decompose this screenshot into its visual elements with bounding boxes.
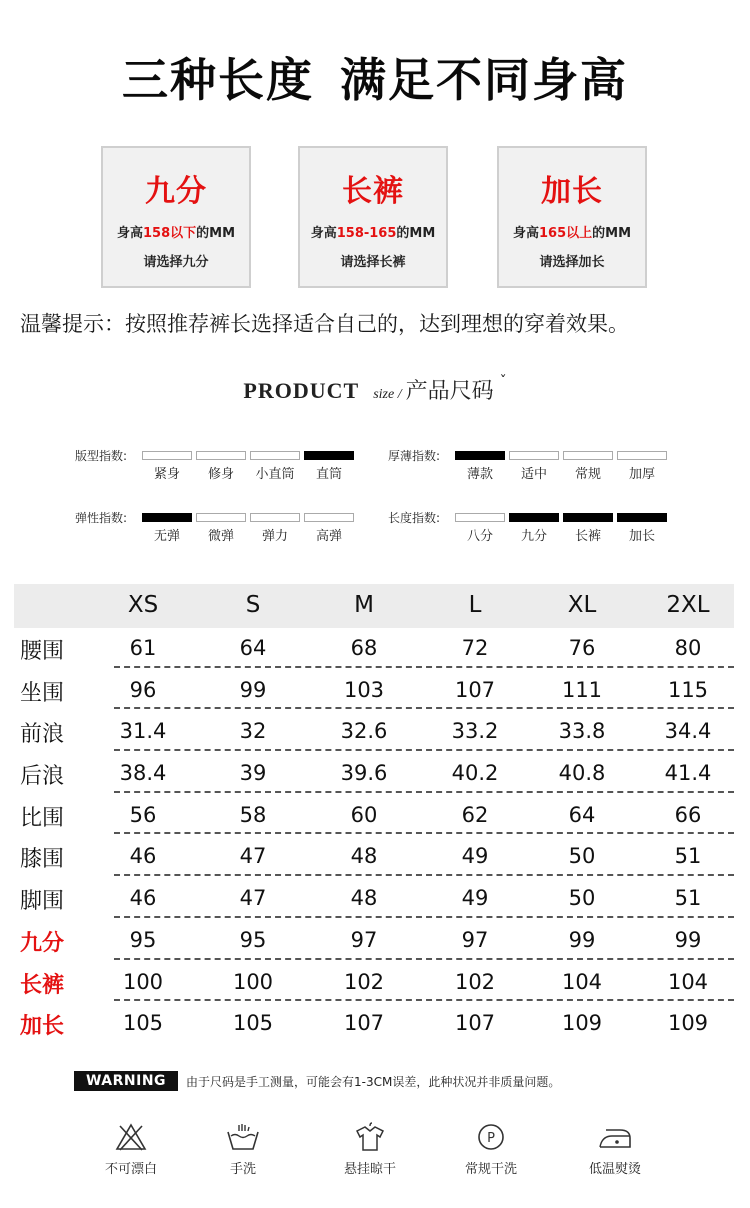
card-recommend: 请选择长裤 [340, 255, 406, 270]
table-row [14, 670, 734, 712]
card-height-prefix: 身高 [116, 226, 143, 241]
scale-option: 适中 [520, 467, 547, 482]
table-row [14, 920, 734, 962]
scale-segment-selected [142, 513, 192, 522]
table-cell: 99 [239, 677, 267, 702]
page-headline [0, 44, 750, 110]
table-cell: 46 [129, 844, 157, 869]
table-cell: 51 [674, 886, 702, 911]
scale-label: 长度指数: [388, 511, 441, 525]
table-cell: 96 [129, 677, 157, 702]
table-cell: 109 [667, 1011, 709, 1036]
scale-option: 无弹 [153, 529, 180, 544]
table-cell: 104 [667, 969, 709, 994]
card-height-range: 165以上 [539, 226, 593, 241]
scale-option: 加长 [628, 529, 655, 544]
table-cell: 76 [568, 636, 596, 660]
headline-part1: 三种长度 [122, 53, 314, 107]
table-cell: 50 [568, 844, 596, 869]
table-cell: 33.8 [558, 719, 606, 744]
chevron-down-icon: ˇ [499, 374, 507, 390]
care-label: 不可漂白 [104, 1162, 157, 1177]
scale-segment [196, 451, 246, 460]
table-cell: 34.4 [664, 719, 712, 744]
warning-badge: WARNING [74, 1071, 178, 1091]
table-cell: 95 [239, 927, 267, 952]
table-cell: 64 [239, 636, 267, 660]
length-card-extra-long [497, 146, 647, 288]
low-iron-icon [596, 1122, 634, 1152]
care-item [188, 1122, 298, 1177]
row-label: 九分 [20, 930, 65, 956]
table-cell: 39.6 [340, 761, 388, 786]
size-table-body [14, 628, 734, 1045]
column-header: 2XL [666, 592, 710, 618]
row-label: 后浪 [20, 764, 65, 790]
row-divider [114, 999, 734, 1001]
elasticity-scale [75, 509, 365, 545]
scale-option: 弹力 [261, 529, 288, 544]
card-height-suffix: 的MM [196, 226, 236, 241]
row-divider [114, 666, 734, 668]
table-cell: 115 [667, 677, 709, 702]
table-cell: 48 [350, 844, 378, 869]
card-title: 九分 [145, 174, 207, 209]
table-row [14, 711, 734, 753]
scale-segment [509, 451, 559, 460]
table-row [14, 795, 734, 837]
column-header: S [245, 592, 261, 618]
card-height-line [499, 222, 645, 241]
table-cell: 31.4 [119, 719, 167, 744]
row-label: 加长 [20, 1014, 65, 1040]
care-label: 悬挂晾干 [343, 1162, 396, 1177]
table-cell: 50 [568, 886, 596, 911]
table-cell: 61 [129, 636, 157, 660]
row-divider [114, 916, 734, 918]
table-row [14, 962, 734, 1004]
card-recommend: 请选择加长 [539, 255, 605, 270]
care-item [76, 1122, 186, 1177]
column-header: XS [127, 592, 159, 618]
table-cell: 103 [343, 677, 385, 702]
row-label: 膝围 [20, 847, 65, 873]
scale-option: 紧身 [153, 467, 180, 482]
column-header: L [468, 592, 482, 618]
card-height-range: 158以下 [143, 226, 197, 241]
table-cell: 66 [674, 802, 702, 827]
row-label: 长裤 [20, 972, 65, 998]
table-cell: 64 [568, 802, 596, 827]
table-cell: 38.4 [119, 761, 167, 786]
scale-segment [563, 451, 613, 460]
card-height-range: 158-165 [336, 226, 397, 241]
table-cell: 104 [561, 969, 603, 994]
table-cell: 48 [350, 886, 378, 911]
table-row [14, 836, 734, 878]
card-height-prefix: 身高 [512, 226, 539, 241]
product-size-heading [0, 374, 750, 405]
fit-tip: 温馨提示：按照推荐裤长选择适合自己的，达到理想的穿着效果。 [20, 312, 629, 336]
row-label: 腰围 [20, 639, 65, 664]
table-cell: 72 [461, 636, 489, 660]
row-divider [114, 874, 734, 876]
table-cell: 102 [343, 969, 385, 994]
table-cell: 41.4 [664, 761, 712, 786]
row-label: 比围 [20, 805, 65, 831]
table-cell: 47 [239, 886, 267, 911]
scale-segment-selected [509, 513, 559, 522]
table-cell: 49 [461, 886, 489, 911]
table-cell: 47 [239, 844, 267, 869]
row-label: 脚围 [20, 889, 65, 915]
fit-scale [75, 447, 365, 483]
care-label: 低温熨烫 [588, 1162, 641, 1177]
length-card-ninth [101, 146, 251, 288]
table-cell: 46 [129, 886, 157, 911]
no-bleach-icon [114, 1122, 148, 1152]
table-cell: 32 [239, 719, 267, 744]
table-cell: 102 [454, 969, 496, 994]
care-item [315, 1122, 425, 1177]
table-row [14, 753, 734, 795]
scale-label: 版型指数: [75, 449, 128, 463]
table-cell: 40.8 [558, 761, 606, 786]
scale-segment-selected [304, 451, 354, 460]
heading-cn: 产品尺码 [405, 379, 494, 404]
scale-segment [304, 513, 354, 522]
heading-size: size / [373, 387, 402, 402]
table-cell: 49 [461, 844, 489, 869]
table-cell: 39 [239, 761, 267, 786]
scale-option: 加厚 [628, 467, 655, 482]
card-height-suffix: 的MM [396, 226, 436, 241]
table-row [14, 628, 734, 670]
table-cell: 51 [674, 844, 702, 869]
table-row [14, 878, 734, 920]
card-height-line [300, 222, 446, 241]
card-height-prefix: 身高 [310, 226, 337, 241]
card-height-line [103, 222, 249, 241]
table-cell: 95 [129, 927, 157, 952]
hand-wash-icon [225, 1122, 261, 1152]
card-title: 加长 [541, 174, 603, 209]
hang-dry-icon [353, 1122, 387, 1152]
column-header: M [354, 592, 374, 618]
row-divider [114, 958, 734, 960]
table-cell: 99 [674, 927, 702, 952]
table-cell: 62 [461, 802, 489, 827]
scale-option: 小直筒 [255, 467, 295, 482]
table-cell: 68 [350, 636, 378, 660]
scale-option: 薄款 [466, 467, 493, 482]
thickness-scale [388, 447, 678, 483]
table-cell: 40.2 [451, 761, 499, 786]
table-cell: 100 [122, 969, 164, 994]
table-cell: 107 [343, 1011, 385, 1036]
table-cell: 99 [568, 927, 596, 952]
length-card-long [298, 146, 448, 288]
scale-segment-selected [563, 513, 613, 522]
scale-segment [142, 451, 192, 460]
row-divider [114, 791, 734, 793]
care-item [560, 1122, 670, 1177]
scale-option: 八分 [466, 529, 493, 544]
card-recommend: 请选择九分 [143, 255, 209, 270]
scale-option: 修身 [207, 467, 234, 482]
table-cell: 111 [561, 677, 603, 702]
care-item [436, 1122, 546, 1177]
table-cell: 60 [350, 802, 378, 827]
row-divider [114, 832, 734, 834]
scale-segment [617, 451, 667, 460]
dry-clean-icon [476, 1122, 506, 1152]
table-cell: 100 [232, 969, 274, 994]
scale-label: 弹性指数: [75, 511, 128, 525]
table-cell: 58 [239, 802, 267, 827]
table-cell: 105 [122, 1011, 164, 1036]
care-label: 手洗 [229, 1162, 256, 1177]
scale-segment [250, 451, 300, 460]
row-label: 前浪 [20, 722, 65, 748]
length-scale [388, 509, 678, 545]
heading-en: PRODUCT [243, 378, 360, 403]
scale-option: 长裤 [574, 529, 601, 544]
scale-option: 直筒 [315, 467, 342, 482]
scale-segment-selected [455, 451, 505, 460]
table-row [14, 1003, 734, 1045]
row-divider [114, 749, 734, 751]
card-title: 长裤 [342, 174, 404, 209]
card-height-suffix: 的MM [592, 226, 632, 241]
scale-option: 高弹 [315, 529, 342, 544]
svg-text:P: P [487, 1131, 495, 1146]
table-cell: 105 [232, 1011, 274, 1036]
scale-segment [250, 513, 300, 522]
headline-part2: 满足不同身高 [340, 53, 628, 107]
scale-option: 九分 [520, 529, 547, 544]
row-divider [114, 707, 734, 709]
table-cell: 109 [561, 1011, 603, 1036]
table-cell: 107 [454, 1011, 496, 1036]
table-cell: 56 [129, 802, 157, 827]
scale-label: 厚薄指数: [388, 449, 441, 463]
scale-segment-selected [617, 513, 667, 522]
scale-option: 常规 [574, 467, 601, 482]
row-label: 坐围 [20, 680, 65, 706]
size-table-header [14, 584, 734, 628]
scale-segment [196, 513, 246, 522]
scale-option: 微弹 [207, 529, 234, 544]
table-cell: 80 [674, 636, 702, 660]
size-table [14, 584, 734, 1045]
table-cell: 97 [461, 927, 489, 952]
warning-note: 由于尺码是手工测量，可能会有1-3CM误差，此种状况并非质量问题。 [186, 1075, 561, 1089]
table-cell: 107 [454, 677, 496, 702]
table-cell: 97 [350, 927, 378, 952]
care-label: 常规干洗 [464, 1162, 517, 1177]
table-cell: 33.2 [451, 719, 499, 744]
table-cell: 32.6 [340, 719, 388, 744]
column-header: XL [567, 592, 597, 618]
scale-segment [455, 513, 505, 522]
